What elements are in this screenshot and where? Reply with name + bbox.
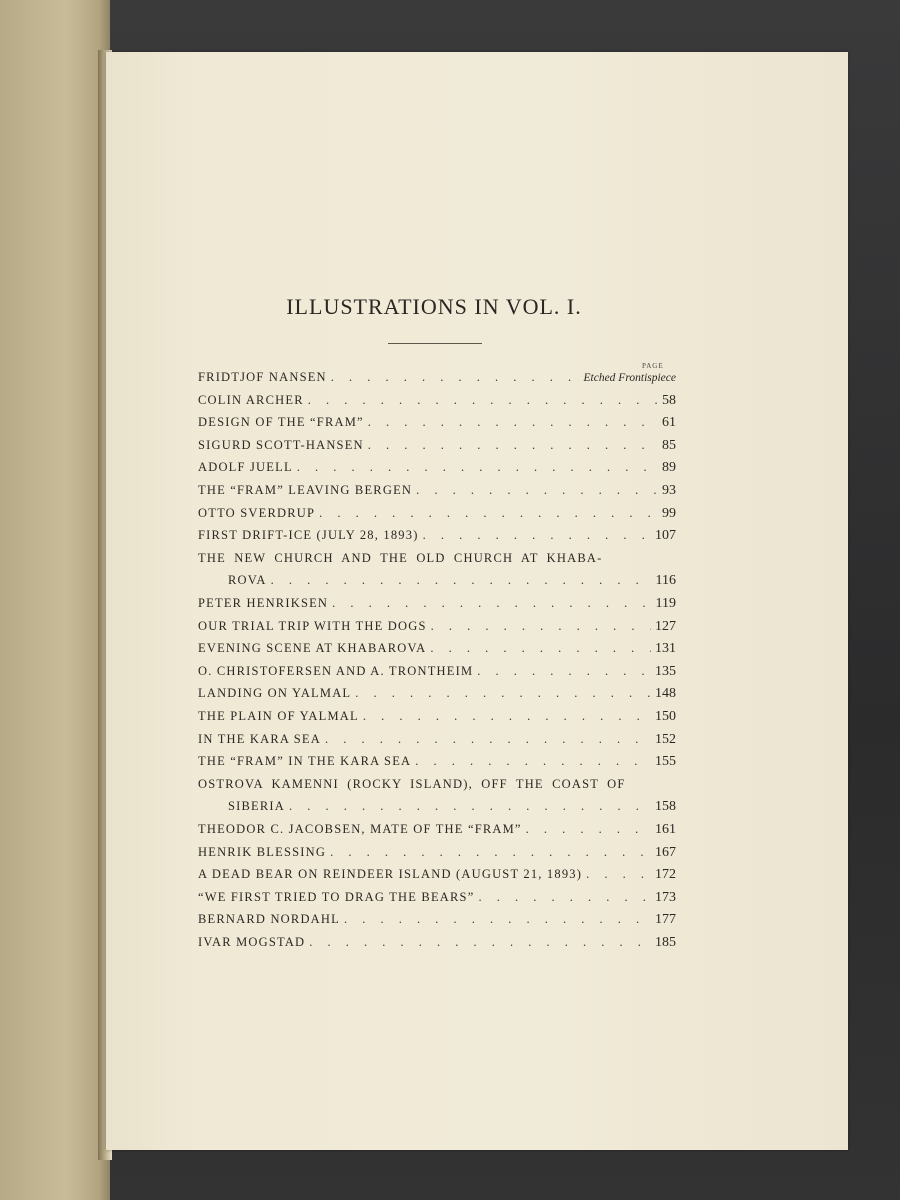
dot-leader xyxy=(416,483,658,498)
dot-leader xyxy=(344,912,651,927)
dot-leader xyxy=(423,528,651,543)
entry-page: 61 xyxy=(662,415,676,431)
list-item xyxy=(198,754,676,776)
entry-page: 89 xyxy=(662,460,676,476)
entry-page: 127 xyxy=(655,618,676,634)
list-item xyxy=(198,845,676,867)
list-item xyxy=(198,506,676,528)
dot-leader xyxy=(319,506,658,521)
dot-leader xyxy=(325,732,651,747)
entry-page: 161 xyxy=(655,822,676,837)
entry-page: 85 xyxy=(662,437,676,453)
entry-label: PETER HENRIKSEN xyxy=(198,596,329,610)
entry-page: 58 xyxy=(662,392,676,408)
entry-label: OSTROVA KAMENNI (ROCKY ISLAND), OFF THE COAST OF xyxy=(198,776,626,791)
list-item xyxy=(198,777,676,799)
dot-leader xyxy=(368,438,658,453)
dot-leader xyxy=(431,619,651,634)
entry-label: LANDING ON YALMAL xyxy=(198,686,352,701)
entry-page: 135 xyxy=(655,663,676,679)
dot-leader xyxy=(477,664,651,679)
entry-label: IN THE KARA SEA xyxy=(198,731,321,746)
dot-leader xyxy=(330,845,651,860)
entry-label: BERNARD NORDAHL xyxy=(198,912,340,927)
entry-label: “WE FIRST TRIED TO DRAG THE BEARS” xyxy=(198,889,475,904)
entry-page: 150 xyxy=(655,709,676,724)
list-item xyxy=(198,935,676,957)
list-item xyxy=(198,415,676,437)
entry-page: 155 xyxy=(655,754,676,770)
entry-label: THE “FRAM” LEAVING BERGEN xyxy=(198,483,413,497)
list-item xyxy=(198,370,676,392)
dot-leader xyxy=(289,799,651,814)
entry-label: SIGURD SCOTT-HANSEN xyxy=(198,437,364,452)
entry-label: ADOLF JUELL xyxy=(198,460,293,475)
dot-leader xyxy=(271,573,652,588)
dot-leader xyxy=(526,822,651,837)
entry-page: 99 xyxy=(662,505,676,521)
dot-leader xyxy=(478,890,651,905)
list-item xyxy=(228,573,676,595)
title-rule xyxy=(388,343,482,344)
dot-leader xyxy=(368,415,658,430)
entry-page: 167 xyxy=(655,844,676,860)
dot-leader xyxy=(309,935,651,950)
list-item xyxy=(198,709,676,731)
list-item xyxy=(198,890,676,912)
entry-page: Etched Frontispiece xyxy=(583,372,676,384)
entry-label: ROVA xyxy=(228,573,267,588)
list-item xyxy=(198,732,676,754)
entry-label: THEODOR C. JACOBSEN, MATE OF THE “FRAM” xyxy=(198,822,522,836)
dot-leader xyxy=(297,460,658,475)
book-cover xyxy=(0,0,110,1200)
entry-page: 93 xyxy=(662,483,676,498)
list-item xyxy=(198,912,676,934)
list-item xyxy=(198,528,676,550)
entry-label: EVENING SCENE AT KHABAROVA xyxy=(198,641,427,656)
dot-leader xyxy=(308,393,658,408)
dot-leader xyxy=(332,596,651,611)
entry-page: 119 xyxy=(655,596,676,611)
dot-leader xyxy=(363,709,651,724)
entry-page: 185 xyxy=(655,935,676,950)
list-item xyxy=(198,822,676,844)
entry-label: HENRIK BLESSING xyxy=(198,844,327,859)
entry-label: O. CHRISTOFERSEN AND A. TRONTHEIM xyxy=(198,663,474,678)
entry-label: THE PLAIN OF YALMAL xyxy=(198,709,359,723)
dot-leader xyxy=(415,754,651,769)
entry-page: 131 xyxy=(655,641,676,657)
dot-leader xyxy=(586,867,651,882)
entry-label: FIRST DRIFT-ICE (JULY 28, 1893) xyxy=(198,528,419,543)
entry-label: OTTO SVERDRUP xyxy=(198,505,316,520)
list-item xyxy=(198,460,676,482)
list-item xyxy=(198,619,676,641)
list-item xyxy=(198,867,676,889)
entry-page: 148 xyxy=(655,686,676,702)
entry-label: IVAR MOGSTAD xyxy=(198,935,306,949)
page-title: ILLUSTRATIONS IN VOL. I. xyxy=(286,294,582,319)
list-item xyxy=(198,686,676,708)
entry-page: 158 xyxy=(655,799,676,815)
dot-leader xyxy=(355,686,651,701)
entry-label: DESIGN OF THE “FRAM” xyxy=(198,415,364,430)
entry-label: FRIDTJOF NANSEN xyxy=(198,370,327,384)
list-item xyxy=(198,393,676,415)
entry-label: THE NEW CHURCH AND THE OLD CHURCH AT KHABA- xyxy=(198,550,603,565)
list-item xyxy=(198,641,676,663)
book-page xyxy=(106,52,848,1150)
entry-label: A DEAD BEAR ON REINDEER ISLAND (AUGUST 21, 1893) xyxy=(198,867,583,882)
entry-page: 177 xyxy=(655,912,676,928)
entry-page: 173 xyxy=(655,889,676,905)
list-item xyxy=(198,483,676,505)
list-item xyxy=(198,664,676,686)
list-item xyxy=(228,799,676,821)
dot-leader xyxy=(430,641,651,656)
list-item xyxy=(198,438,676,460)
entry-page: 107 xyxy=(655,528,676,544)
entry-label: COLIN ARCHER xyxy=(198,392,304,407)
entry-page: 152 xyxy=(655,731,676,747)
list-item xyxy=(198,596,676,618)
list-item xyxy=(198,551,676,573)
entry-label: SIBERIA xyxy=(228,799,286,814)
entry-label: THE “FRAM” IN THE KARA SEA xyxy=(198,754,412,769)
entry-page: 172 xyxy=(655,867,676,883)
page-column-label: PAGE xyxy=(642,362,664,370)
entry-page: 116 xyxy=(655,573,676,589)
dot-leader xyxy=(331,370,580,385)
entry-label: OUR TRIAL TRIP WITH THE DOGS xyxy=(198,618,427,633)
